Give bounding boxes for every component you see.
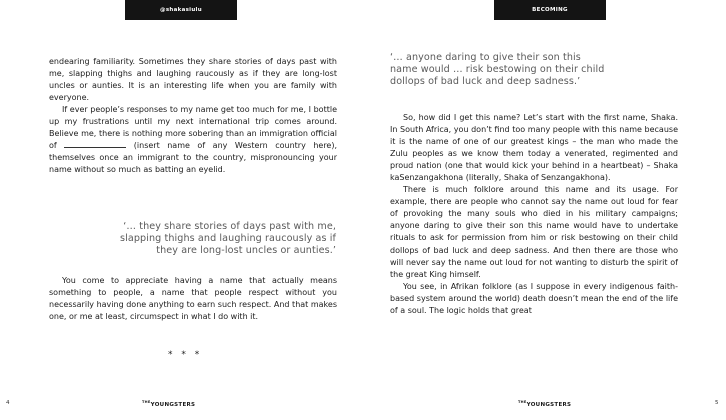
pull-quote-line-3: they are long-lost uncles or aunties.’ [156,245,336,257]
footer-title: YOUNGSTERS [150,401,196,408]
pull-quote-line-1: ‘… they share stories of days past with me, [123,221,336,232]
footer-right [518,400,571,408]
paragraph-1: So, how did I get this name? Let’s start with the first name, Shaka. In South Africa, you don’t find too many people with this name because it is the name of one of our greatest kings – the man who made the Zulu peoples as we know them today a venerated, regimented and proud nation (one that would kick your behind in a heartbeat) – Shaka kaSenzangakhona (literally, Shaka of Senzangakhona). [390,113,678,183]
footer-left [142,400,195,408]
paragraph-3: You see, in Afrikan folklore (as I suppose in every indigenous faith-based system around the world) death doesn’t mean the end of the life of a soul. The logic holds that great [390,281,678,315]
paragraph-2-start: If ever people’s responses to my name get too much for me, I bottle up my frustrations until my next international trip comes around. Believe me, there is nothing more sobering than an immigration official of [49,105,337,151]
pull-quote-right [390,52,604,89]
footer-title: YOUNGSTERS [526,401,572,408]
footer-prefix: THE [518,400,527,404]
page-number-right: 5 [715,400,719,406]
left-body-top [49,56,337,176]
left-body-bottom [49,275,337,323]
pull-quote-line-1: ‘… anyone daring to give their son this [390,52,581,63]
footer-prefix: THE [142,400,151,404]
running-header-right: BECOMING [494,0,606,20]
section-break: * * * [168,350,203,360]
pull-quote-line-2: slapping thighs and laughing raucously as if [119,233,336,245]
paragraph-3: You come to appreciate having a name that actually means something to people, a name that people respect without you necessarily having done anything to earn such respect. And that makes one, or me at least, circumspect in what I do with it. [49,276,337,322]
paragraph-2-end: (insert name of any Western country here), themselves once an immigrant to the country, mispronouncing your name without so much as batting an eyelid. [49,141,338,175]
pull-quote-line-3: dollops of bad luck and deep sadness.’ [390,76,581,88]
paragraph-2 [49,104,337,176]
page-number-left: 4 [6,400,10,406]
paragraph-1: endearing familiarity. Sometimes they share stories of days past with me, slapping thighs and laughing raucously as if they are long-lost uncles or aunties. It is an interesting life when you are family with everyone. [49,57,337,103]
pull-quote-left [118,221,336,258]
right-page [363,0,726,420]
running-header-left: @shakasiulu [125,0,237,20]
right-body [390,112,678,317]
paragraph-2: There is much folklore around this name and its usage. For example, there are people who cannot say the name out loud for fear of provoking the many souls who died in his military campaigns; anyone daring to give their son this name would have to undertake rituals to ask for permission from him or risk bestowing on their child dollops of bad luck and deep sadness. And then there are those who will never say the name out loud for not wanting to disturb the spirit of the great King himself. [390,185,678,279]
blank-line [64,140,126,148]
pull-quote-line-2: name would … risk bestowing on their child [390,64,605,76]
